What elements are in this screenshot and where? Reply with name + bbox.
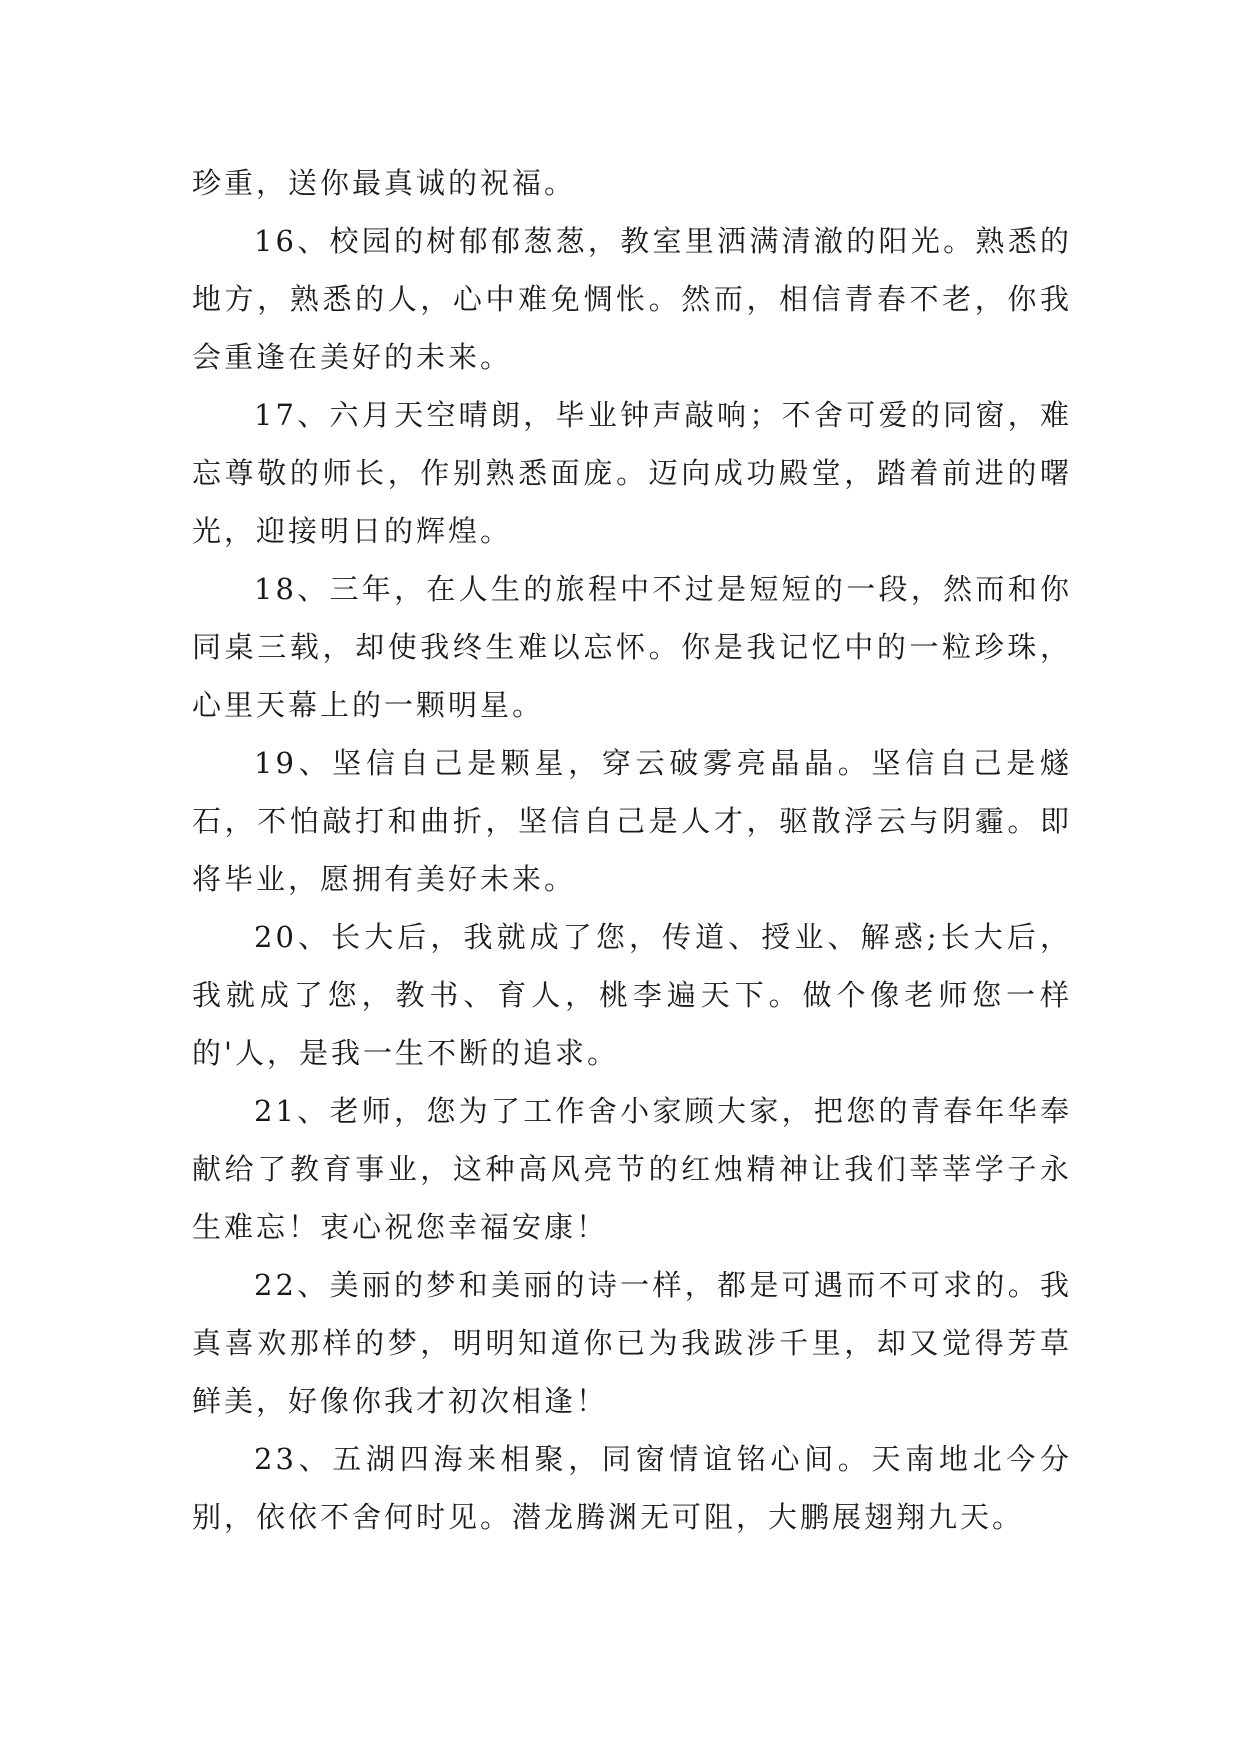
paragraph-16: 16、校园的树郁郁葱葱，教室里洒满清澈的阳光。熟悉的地方，熟悉的人，心中难免惆怅。然而，相信青春不老，你我会重逢在美好的未来。 [192, 224, 1072, 374]
paragraph-22: 22、美丽的梦和美丽的诗一样，都是可遇而不可求的。我真喜欢那样的梦，明明知道你已为我跋涉千里，却又觉得芳草鲜美，好像你我才初次相逢！ [192, 1268, 1072, 1418]
paragraph-19: 19、坚信自己是颗星，穿云破雾亮晶晶。坚信自己是燧石，不怕敲打和曲折，坚信自己是人才，驱散浮云与阴霾。即将毕业，愿拥有美好未来。 [192, 746, 1072, 896]
paragraph-18: 18、三年，在人生的旅程中不过是短短的一段，然而和你同桌三载，却使我终生难以忘怀。你是我记忆中的一粒珍珠，心里天幕上的一颗明星。 [192, 572, 1072, 722]
paragraph-17: 17、六月天空晴朗，毕业钟声敲响；不舍可爱的同窗，难忘尊敬的师长，作别熟悉面庞。迈向成功殿堂，踏着前进的曙光，迎接明日的辉煌。 [192, 398, 1072, 548]
paragraph-15-end: 珍重，送你最真诚的祝福。 [192, 166, 577, 200]
document-body [192, 154, 1072, 1546]
paragraph-20: 20、长大后，我就成了您，传道、授业、解惑;长大后，我就成了您，教书、育人，桃李遍天下。做个像老师您一样的'人，是我一生不断的追求。 [192, 920, 1072, 1070]
paragraph-21: 21、老师，您为了工作舍小家顾大家，把您的青春年华奉献给了教育事业，这种高风亮节的红烛精神让我们莘莘学子永生难忘！衷心祝您幸福安康！ [192, 1094, 1072, 1244]
paragraph-23: 23、五湖四海来相聚，同窗情谊铭心间。天南地北今分别，依依不舍何时见。潜龙腾渊无可阻，大鹏展翅翔九天。 [192, 1442, 1072, 1534]
